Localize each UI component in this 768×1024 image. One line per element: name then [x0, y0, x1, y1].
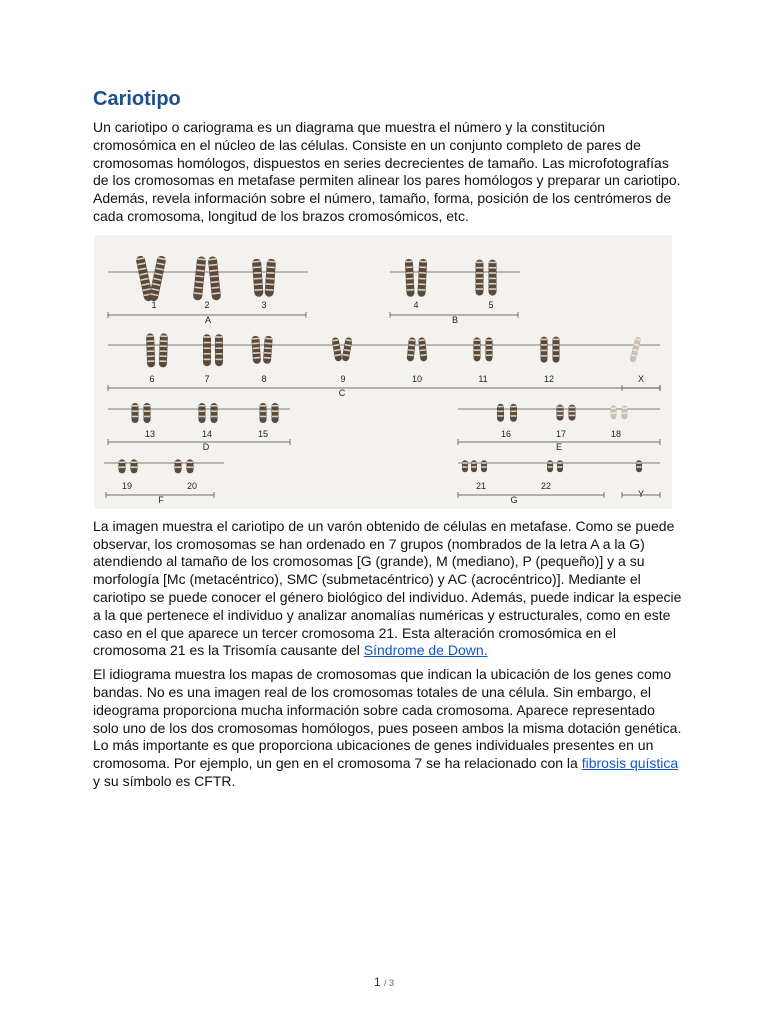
chromosome: [148, 255, 166, 302]
chromosome-number-label: 17: [555, 428, 567, 439]
chromosome: [342, 337, 353, 362]
karyotype-image: [94, 235, 672, 509]
chromosome-number-label: 8: [261, 373, 267, 384]
group-letter-label: C: [338, 387, 346, 398]
chromosome: [417, 258, 427, 296]
chromosome-number-label: 21: [475, 480, 487, 491]
chromosome: [405, 258, 415, 296]
chromosome-number-label: 5: [488, 299, 494, 310]
chromosome: [418, 337, 427, 362]
chromosome: [541, 336, 548, 362]
idiogram-paragraph: [93, 666, 683, 791]
chromosome-number-label: 6: [149, 373, 155, 384]
chromosome: [175, 459, 182, 473]
chromosome: [215, 334, 223, 366]
chromosome: [211, 403, 218, 423]
chromosome: [474, 337, 481, 361]
group-letter-label: F: [158, 494, 164, 505]
chromosome-number-label: 22: [540, 480, 552, 491]
chromosome: [489, 259, 497, 295]
chromosome: [486, 337, 493, 361]
chromosome-number-label: 3: [261, 299, 267, 310]
chromosome-number-label: 19: [121, 480, 133, 491]
chromosome: [569, 404, 576, 420]
chromosome: [272, 403, 279, 423]
chromosome-number-label: 13: [144, 428, 156, 439]
cystic-fibrosis-link[interactable]: fibrosis quística: [581, 755, 679, 772]
chromosome-number-label: 2: [204, 299, 210, 310]
document-page: [93, 86, 683, 791]
group-letter-label: D: [202, 441, 210, 452]
chromosome: [132, 403, 139, 423]
page-indicator: [0, 975, 768, 989]
idiogram-paragraph-text-a: El idiograma muestra los mapas de cromosomas que indican la ubicación de los genes como bandas. No es una imagen real de los cromosomas totales de una célula. Sin embargo, el ideograma proporciona mucha información sobre cada cromosoma. Aparece representado solo uno de los dos cromosomas homólogos, pues poseen ambos la misma dotación genética. Lo más importante es que proporciona ubicaciones de genes individuales presentes en un cromosoma. Por ejemplo, un gen en el cromosoma 7 se ha relacionado con la: [93, 666, 682, 772]
karyotype-svg: [94, 235, 672, 509]
chromosome-number-label: X: [637, 373, 645, 384]
chromosome: [553, 336, 560, 362]
chromosome: [144, 403, 151, 423]
chromosome: [497, 404, 504, 422]
chromosome: [476, 259, 484, 295]
idiogram-paragraph-text-b: y su símbolo es CFTR.: [93, 772, 236, 789]
group-letter-label: E: [555, 441, 563, 452]
chromosome: [557, 404, 564, 420]
chromosome-number-label: 11: [478, 373, 488, 384]
current-page: 1: [373, 975, 381, 989]
chromosome-number-label: 15: [257, 428, 269, 439]
chromosome: [622, 405, 628, 419]
chromosome: [629, 336, 641, 363]
chromosome: [252, 258, 264, 297]
chromosome: [146, 333, 155, 367]
group-letter-label: G: [510, 494, 518, 505]
chromosome: [611, 405, 617, 419]
chromosome: [203, 334, 211, 366]
chromosome: [557, 460, 563, 472]
page-title: Cariotipo: [93, 88, 181, 110]
chromosome-number-label: 1: [151, 299, 157, 310]
intro-paragraph: Un cariotipo o cariograma es un diagrama que muestra el número y la constitución cromosómica en el núcleo de las células. Consiste en un conjunto completo de pares de cromosomas homólogos, dispuestos en series decrecientes de tamaño. Las microfotografías de los cromosomas en metafase permiten alinear los pares homólogos y preparar un cariotipo. Además, revela información sobre el número, tamaño, forma, posición de los centrómeros de cada cromosoma, longitud de los brazos cromosómicos, etc.: [93, 119, 681, 224]
chromosome: [251, 335, 261, 363]
karyotype-paragraph-text: La imagen muestra el cariotipo de un varón obtenido de células en metafase. Como se puede observar, los cromosomas se han ordenado en 7 grupos (nombrados de la letra A a la G) atendiendo al tamaño de los cromosomas [G (grande), M (mediano), P (pequeño)] y a su morfología [Mc (metacéntrico), SMC (submetacéntrico) y AC (acrocéntrico)]. Mediante el cariotipo se puede conocer el género biológico del individuo. Además, puede indicar la especie a la que pertenece el individuo y analizar anomalías numéricas y estructurales, como en este caso en el que aparece un tercer cromosoma 21. Esta alteración cromosómica en el cromosoma 21 es la Trisomía causante del: [93, 517, 682, 659]
group-letter-label: B: [451, 314, 459, 325]
total-pages: / 3: [384, 978, 395, 988]
chromosome: [263, 335, 273, 363]
chromosome: [636, 460, 642, 472]
chromosome-number-label: 9: [340, 373, 346, 384]
chromosome: [193, 256, 207, 301]
karyotype-paragraph: [93, 518, 683, 660]
chromosome: [407, 337, 416, 362]
chromosome-number-label: Y: [637, 488, 645, 499]
chromosome: [547, 460, 553, 472]
chromosome: [260, 403, 267, 423]
chromosome: [331, 337, 342, 362]
chromosome: [187, 459, 194, 473]
chromosome: [462, 460, 468, 472]
chromosome: [159, 333, 168, 367]
down-syndrome-link[interactable]: Síndrome de Down.: [363, 642, 488, 659]
chromosome: [199, 403, 206, 423]
chromosome: [208, 256, 222, 301]
chromosome-number-label: 4: [413, 299, 419, 310]
chromosome-number-label: 7: [204, 373, 210, 384]
chromosome: [481, 460, 487, 472]
chromosome-number-label: 14: [201, 428, 213, 439]
chromosome: [471, 460, 477, 472]
chromosome: [131, 459, 138, 473]
chromosome-number-label: 12: [543, 373, 555, 384]
chromosome: [510, 404, 517, 422]
chromosome-number-label: 20: [186, 480, 198, 491]
chromosome-number-label: 16: [500, 428, 512, 439]
chromosome: [264, 258, 276, 297]
chromosome-number-label: 10: [411, 373, 423, 384]
chromosome-number-label: 18: [610, 428, 622, 439]
group-letter-label: A: [204, 314, 212, 325]
chromosome: [119, 459, 126, 473]
